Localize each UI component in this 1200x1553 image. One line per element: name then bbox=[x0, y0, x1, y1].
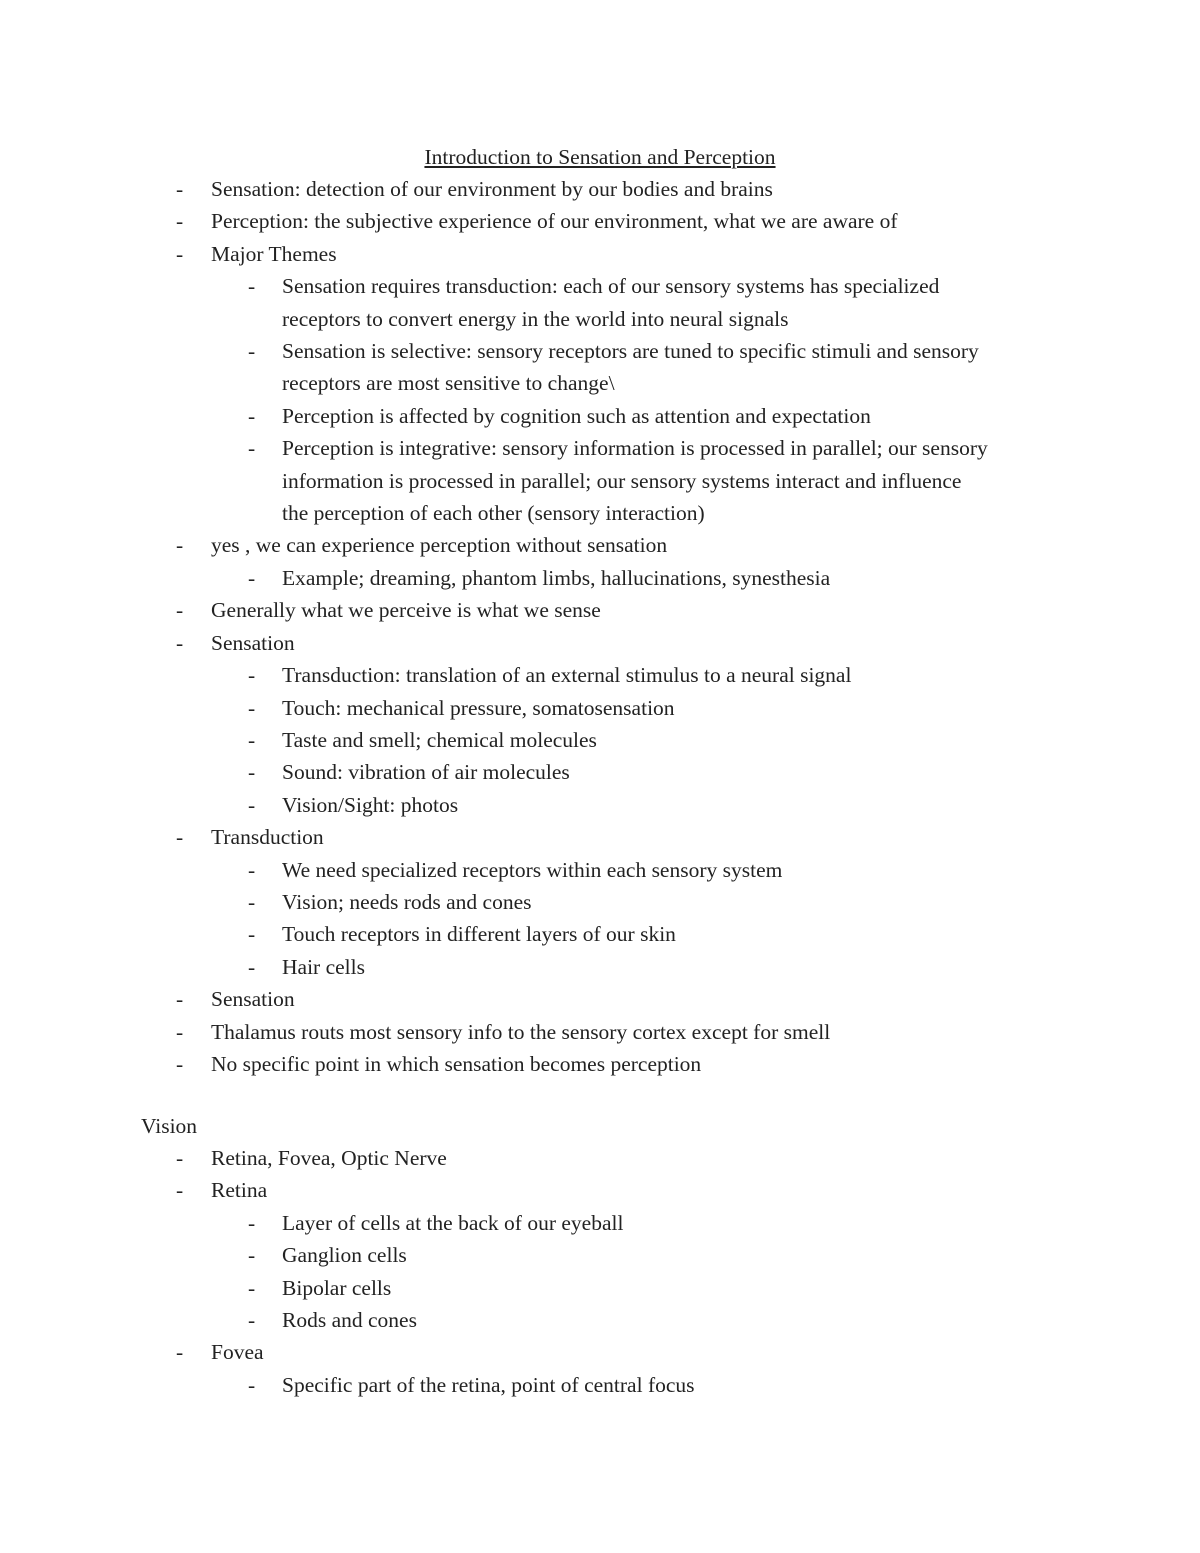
list-item-text: Example; dreaming, phantom limbs, hallucinations, synesthesia bbox=[282, 565, 831, 590]
bullet-dash: - bbox=[176, 1146, 184, 1170]
list-item bbox=[0, 432, 1200, 529]
vision-heading: Vision bbox=[141, 1114, 198, 1138]
list-item-text: Ganglion cells bbox=[282, 1243, 407, 1268]
list-item bbox=[0, 1304, 1200, 1336]
list-item-text: Sound: vibration of air molecules bbox=[282, 760, 570, 785]
bullet-dash: - bbox=[176, 1019, 184, 1044]
bullet-dash: - bbox=[248, 792, 256, 817]
list-item-text: Sensation requires transduction: each of our sensory systems has specialized bbox=[282, 274, 940, 299]
bullet-dash: - bbox=[176, 533, 184, 558]
list-item-text: No specific point in which sensation becomes perception bbox=[211, 1051, 702, 1076]
list-item-text: the perception of each other (sensory interaction) bbox=[282, 501, 705, 526]
list-item-text: yes , we can experience perception without sensation bbox=[211, 533, 668, 558]
list-item bbox=[0, 1336, 1200, 1368]
list-item-text: Taste and smell; chemical molecules bbox=[282, 727, 597, 752]
bullet-dash: - bbox=[248, 436, 256, 461]
bullet-dash: - bbox=[248, 857, 256, 882]
bullet-dash: - bbox=[248, 1210, 256, 1235]
bullet-dash: - bbox=[176, 209, 184, 234]
bullet-dash: - bbox=[248, 1243, 256, 1268]
bullet-dash: - bbox=[176, 987, 184, 1012]
bullet-dash: - bbox=[176, 177, 184, 201]
bullet-dash: - bbox=[248, 663, 256, 688]
list-item-text: Layer of cells at the back of our eyeball bbox=[282, 1210, 624, 1235]
list-item bbox=[0, 1174, 1200, 1206]
list-item-text: Sensation: detection of our environment by our bodies and brains bbox=[211, 177, 773, 201]
list-item bbox=[0, 205, 1200, 237]
list-item bbox=[0, 1016, 1200, 1048]
list-item-text: Rods and cones bbox=[282, 1308, 417, 1333]
list-item bbox=[0, 173, 1200, 205]
bullet-dash: - bbox=[248, 1308, 256, 1333]
bullet-dash: - bbox=[176, 1051, 184, 1076]
list-item bbox=[0, 659, 1200, 691]
list-item bbox=[0, 529, 1200, 561]
list-item bbox=[0, 1142, 1200, 1174]
bullet-dash: - bbox=[176, 825, 184, 850]
list-item-text: Transduction: translation of an external stimulus to a neural signal bbox=[282, 663, 852, 688]
bullet-dash: - bbox=[176, 1340, 184, 1365]
list-item bbox=[0, 854, 1200, 886]
list-item bbox=[0, 238, 1200, 270]
list-item bbox=[0, 724, 1200, 756]
bullet-dash: - bbox=[248, 339, 256, 364]
notes-list-vision bbox=[0, 1142, 1200, 1401]
list-item bbox=[0, 1207, 1200, 1239]
bullet-dash: - bbox=[176, 1178, 184, 1203]
list-item bbox=[0, 1239, 1200, 1271]
bullet-dash: - bbox=[248, 954, 256, 979]
list-item bbox=[0, 983, 1200, 1015]
bullet-dash: - bbox=[176, 630, 184, 655]
document-title: Introduction to Sensation and Perception bbox=[424, 145, 776, 169]
list-item-text: Transduction bbox=[211, 825, 324, 850]
bullet-dash: - bbox=[248, 403, 256, 428]
list-item-text: Sensation is selective: sensory receptors are tuned to specific stimuli and sensory bbox=[282, 339, 979, 364]
list-item-text: Perception: the subjective experience of our environment, what we are aware of bbox=[211, 209, 898, 234]
list-item bbox=[0, 1048, 1200, 1080]
list-item bbox=[0, 627, 1200, 659]
list-item bbox=[0, 562, 1200, 594]
list-item-text: Retina bbox=[211, 1178, 268, 1203]
list-item-text: Sensation bbox=[211, 630, 295, 655]
list-item bbox=[0, 951, 1200, 983]
list-item bbox=[0, 789, 1200, 821]
list-item bbox=[0, 756, 1200, 788]
list-item-text: receptors to convert energy in the world into neural signals bbox=[282, 306, 789, 331]
bullet-dash: - bbox=[248, 1275, 256, 1300]
bullet-dash: - bbox=[176, 241, 184, 266]
list-item-text: Hair cells bbox=[282, 954, 365, 979]
list-item-text: Retina, Fovea, Optic Nerve bbox=[211, 1146, 447, 1170]
bullet-dash: - bbox=[248, 695, 256, 720]
list-item-text: Fovea bbox=[211, 1340, 264, 1365]
list-item-text: receptors are most sensitive to change\ bbox=[282, 371, 615, 396]
bullet-dash: - bbox=[248, 889, 256, 914]
list-item bbox=[0, 270, 1200, 335]
list-item-text: Perception is affected by cognition such as attention and expectation bbox=[282, 403, 871, 428]
list-item bbox=[0, 918, 1200, 950]
list-item-text: Vision; needs rods and cones bbox=[282, 889, 532, 914]
list-item bbox=[0, 1369, 1200, 1401]
list-item-text: Generally what we perceive is what we sense bbox=[211, 598, 601, 623]
list-item-text: Bipolar cells bbox=[282, 1275, 392, 1300]
list-item-text: Specific part of the retina, point of central focus bbox=[282, 1372, 695, 1397]
list-item-text: Perception is integrative: sensory information is processed in parallel; our sensory bbox=[282, 436, 988, 461]
bullet-dash: - bbox=[248, 565, 256, 590]
notes-list-intro bbox=[0, 173, 1200, 1080]
list-item bbox=[0, 335, 1200, 400]
list-item-text: Touch: mechanical pressure, somatosensation bbox=[282, 695, 675, 720]
list-item-text: We need specialized receptors within each sensory system bbox=[282, 857, 783, 882]
bullet-dash: - bbox=[248, 922, 256, 947]
list-item bbox=[0, 821, 1200, 853]
list-item bbox=[0, 594, 1200, 626]
list-item-text: Thalamus routs most sensory info to the sensory cortex except for smell bbox=[211, 1019, 831, 1044]
list-item bbox=[0, 692, 1200, 724]
list-item-text: Sensation bbox=[211, 987, 295, 1012]
list-item bbox=[0, 886, 1200, 918]
bullet-dash: - bbox=[248, 760, 256, 785]
bullet-dash: - bbox=[248, 727, 256, 752]
list-item-text: information is processed in parallel; our sensory systems interact and influence bbox=[282, 468, 962, 493]
bullet-dash: - bbox=[176, 598, 184, 623]
list-item-text: Touch receptors in different layers of our skin bbox=[282, 922, 676, 947]
bullet-dash: - bbox=[248, 1372, 256, 1397]
list-item bbox=[0, 400, 1200, 432]
bullet-dash: - bbox=[248, 274, 256, 299]
list-item-text: Vision/Sight: photos bbox=[282, 792, 459, 817]
list-item-text: Major Themes bbox=[211, 241, 337, 266]
list-item bbox=[0, 1272, 1200, 1304]
